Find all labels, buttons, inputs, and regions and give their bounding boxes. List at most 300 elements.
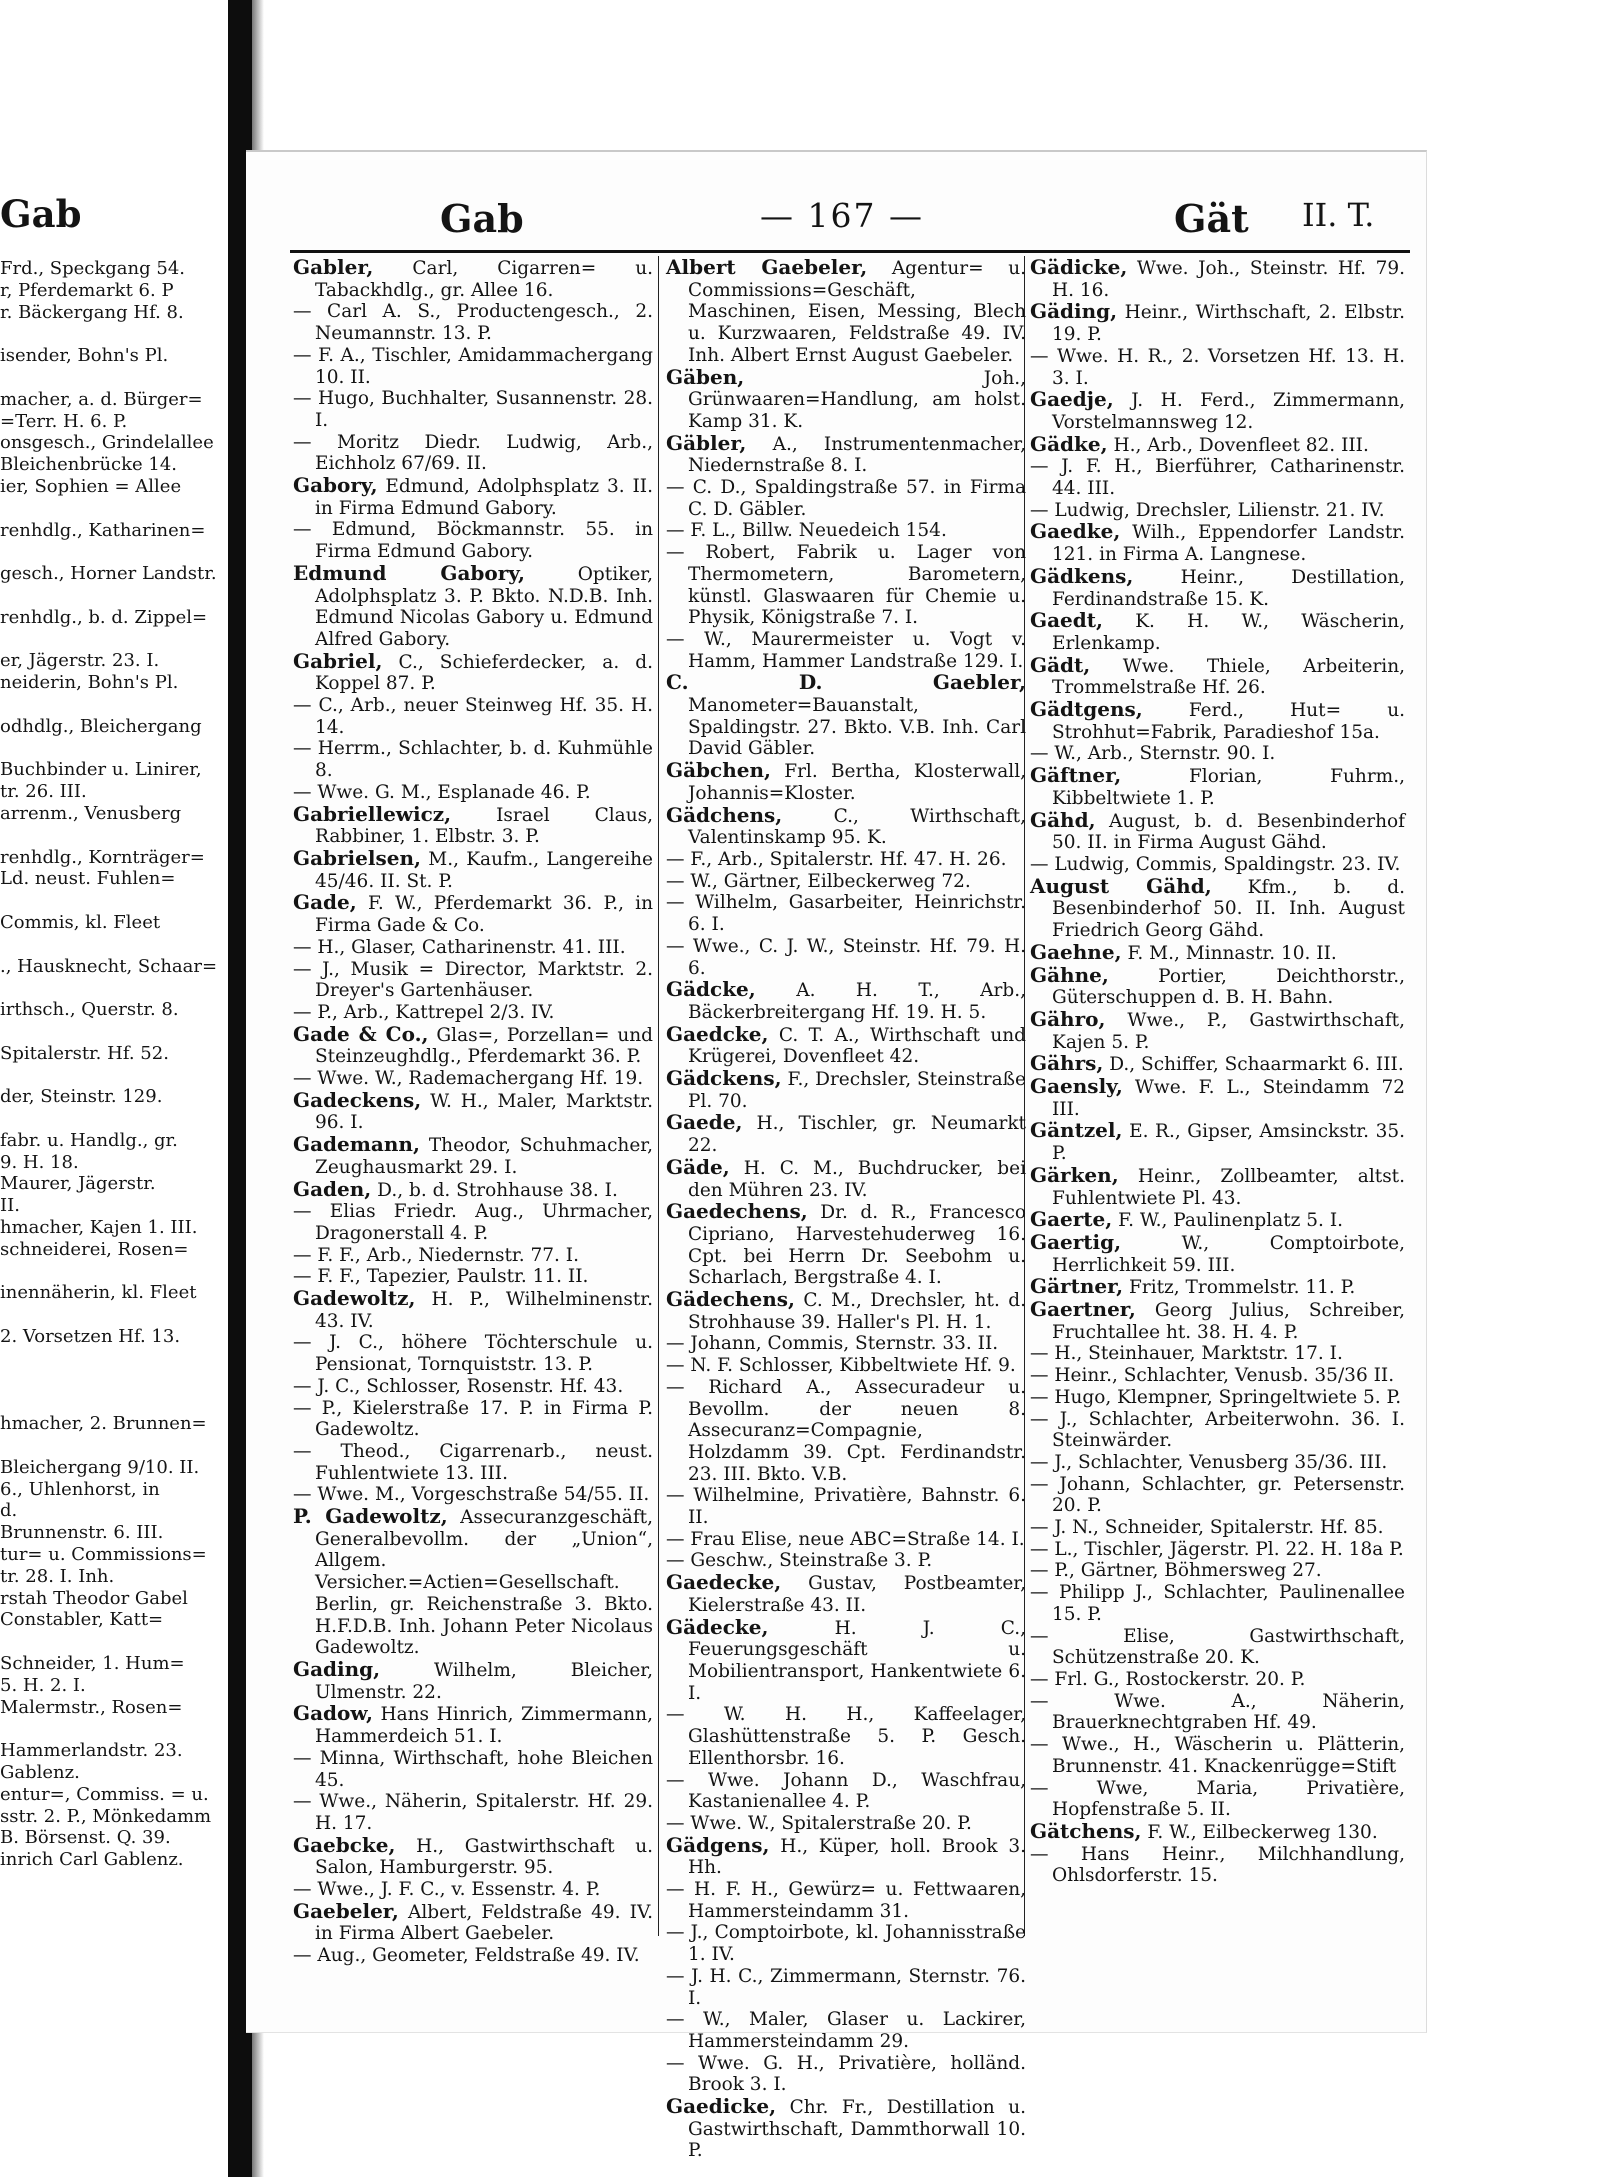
entry-name: Gaedechens, <box>666 1199 808 1224</box>
entry-name: Gärken, <box>1030 1162 1119 1187</box>
entry-text: Frl. Bertha, Klosterwall, Johannis=Kloster. <box>688 761 1027 804</box>
directory-entry <box>293 959 653 1002</box>
left-headword: Gab <box>440 196 524 241</box>
entry-text: F. W., Paulinenplatz 5. I. <box>1118 1210 1344 1232</box>
left-page-line: Commis, kl. Fleet <box>0 911 161 933</box>
left-page-line <box>0 1435 217 1457</box>
directory-entry <box>1030 301 1405 345</box>
directory-entry <box>1030 389 1405 433</box>
entry-text: — Ludwig, Commis, Spaldingstr. 23. IV. <box>1030 853 1401 875</box>
left-page-line: r, Pferdemarkt 6. P <box>0 279 174 301</box>
entry-text: — C., Arb., neuer Steinweg Hf. 35. H. 14. <box>293 695 653 738</box>
directory-entry <box>1030 563 1405 610</box>
left-page-line <box>0 738 217 760</box>
entry-text: — J. H. C., Zimmermann, Sternstr. 76. I. <box>666 1965 1026 2009</box>
entry-text: Wilhelm, Bleicher, Ulmenstr. 22. <box>315 1660 653 1703</box>
entry-text: — Carl A. S., Productengesch., 2. Neumannstr. 13. P. <box>293 301 653 345</box>
entry-text: — Hans Heinr., Milchhandlung, Ohlsdorferstr. 15. <box>1030 1843 1405 1887</box>
directory-entry <box>1030 1006 1405 1053</box>
entry-name: Gädchens, <box>666 802 783 827</box>
left-page-line: ier, Sophien = Allee <box>0 475 182 497</box>
entry-text: — P., Gärtner, Böhmersweg 27. <box>1030 1560 1322 1582</box>
left-page-line <box>0 367 217 389</box>
directory-entry <box>1030 1229 1405 1276</box>
directory-entry <box>293 388 653 431</box>
page-header <box>290 196 1418 252</box>
entry-text: Israel Claus, Rabbiner, 1. Elbstr. 3. P. <box>315 804 653 848</box>
entry-name: Edmund Gabory, <box>293 560 525 585</box>
entry-text: C. M., Drechsler, ht. d. Strohhause 39. Haller's Pl. H. 1. <box>688 1290 1026 1333</box>
entry-name: Gadewoltz, <box>293 1286 416 1311</box>
entry-text: — J., Schlachter, Venusberg 35/36. III. <box>1030 1451 1388 1473</box>
entry-name: Gäben, <box>666 364 745 389</box>
entry-text: — Wilhelmine, Privatière, Bahnstr. 6. II. <box>666 1485 1026 1529</box>
directory-entry <box>1030 1076 1405 1120</box>
entry-text: — Johann, Schlachter, gr. Petersenstr. 20. P. <box>1030 1473 1405 1517</box>
entry-name: P. Gadewoltz, <box>293 1504 448 1529</box>
entry-text: Carl, Cigarren= u. Tabackhdlg., gr. Allee 16. <box>315 258 653 301</box>
entry-name: Gabrielsen, <box>293 845 421 870</box>
left-page-line <box>0 629 217 651</box>
entry-name: Gaehne, <box>1030 939 1122 964</box>
directory-entry <box>293 1506 653 1659</box>
directory-entry <box>1030 1365 1405 1387</box>
entry-name: Gädkens, <box>1030 563 1134 588</box>
directory-entry <box>666 1112 1026 1156</box>
column-3 <box>1030 257 1405 1887</box>
entry-name: Gaedcke, <box>666 1021 769 1046</box>
directory-entry <box>293 1201 653 1244</box>
left-page-line: r. Bäckergang Hf. 8. <box>0 301 184 323</box>
directory-entry <box>666 892 1026 935</box>
entry-name: Gaden, <box>293 1176 372 1201</box>
entry-text: — H., Glaser, Catharinenstr. 41. III. <box>293 936 626 958</box>
entry-text: Ferd., Hut= u. Strohhut=Fabrik, Paradieshof 15a. <box>1052 700 1405 743</box>
entry-text: Glas=, Porzellan= und Steinzeughdlg., Pferdemarkt 36. P. <box>315 1024 654 1068</box>
entry-name: Gähro, <box>1030 1006 1106 1031</box>
header-rule <box>290 250 1410 253</box>
entry-text: — Frl. G., Rostockerstr. 20. P. <box>1030 1669 1306 1690</box>
left-page-line: arrenm., Venusberg <box>0 802 182 824</box>
directory-entry <box>666 1704 1026 1769</box>
entry-name: Gährs, <box>1030 1051 1104 1076</box>
entry-text: J. H. Ferd., Zimmermann, Vorstelmannsweg 12. <box>1052 390 1405 433</box>
directory-entry <box>1030 652 1406 699</box>
left-page-line <box>0 1021 217 1043</box>
directory-entry <box>293 1659 653 1703</box>
left-page-line: odhdlg., Bleichergang <box>0 715 202 737</box>
entry-text: — W., Maurermeister u. Vogt v. Hamm, Hammer Landstraße 129. I. <box>666 628 1026 672</box>
entry-text: — F. F., Arb., Niedernstr. 77. I. <box>293 1244 579 1266</box>
directory-entry <box>1030 1626 1405 1669</box>
entry-name: Albert Gaebeler, <box>666 255 868 279</box>
entry-text: Manometer=Bauanstalt, Spaldingstr. 27. Bkto. V.B. Inh. Carl David Gäbler. <box>688 695 1026 760</box>
entry-text: Heinr., Destillation, Ferdinandstraße 15. K. <box>1052 566 1405 610</box>
entry-text: — W., Maler, Glaser u. Lackirer, Hammersteindamm 29. <box>666 2009 1026 2052</box>
entry-text: — Wwe. W., Rademachergang Hf. 19. <box>293 1068 644 1090</box>
directory-entry <box>1030 1560 1405 1582</box>
entry-text: — N. F. Schlosser, Kibbeltwiete Hf. 9. <box>666 1355 1016 1377</box>
entry-text: Wwe. F. L., Steindamm 72 III. <box>1052 1077 1405 1120</box>
left-page-line <box>0 1108 217 1130</box>
left-page-line: tr. 28. I. Inh. <box>0 1565 115 1587</box>
part-label: II. T. <box>1302 196 1375 234</box>
entry-name: Gäde, <box>666 1154 730 1179</box>
entry-text: Heinr., Wirthschaft, 2. Elbstr. 19. P. <box>1052 302 1405 346</box>
directory-entry <box>293 345 653 388</box>
entry-name: Gabler, <box>293 255 374 279</box>
directory-entry <box>666 1966 1026 2009</box>
entry-name: Gädecke, <box>666 1614 769 1639</box>
directory-entry <box>1030 1474 1405 1517</box>
left-page-line: neiderin, Bohn's Pl. <box>0 672 179 694</box>
entry-name: Gäbler, <box>666 430 747 455</box>
left-page-line: Frd., Speckgang 54. <box>0 258 185 279</box>
directory-entry <box>293 738 653 781</box>
left-page-line <box>0 1261 217 1283</box>
left-page-line: macher, a. d. Bürger= <box>0 388 203 410</box>
directory-entry <box>293 475 653 519</box>
directory-entry <box>293 1398 653 1441</box>
entry-text: — Wwe. W., Spitalerstraße 20. P. <box>666 1812 972 1834</box>
directory-entry <box>666 1154 1026 1201</box>
left-page-line: renhdlg., Katharinen= <box>0 519 206 541</box>
entry-name: Gädtgens, <box>1030 697 1143 722</box>
right-headword: Gät <box>1174 196 1249 241</box>
directory-entry <box>293 1134 653 1178</box>
entry-name: Gaertig, <box>1030 1229 1122 1254</box>
directory-entry <box>293 1484 653 1506</box>
entry-text: Dr. d. R., Francesco Cipriano, Harvestehuderweg 16. Cpt. bei Herrn Dr. Seebohm u. Scharlach, Bergstraße 4. I. <box>688 1202 1026 1289</box>
entry-name: Gädt, <box>1030 652 1091 677</box>
directory-entry <box>293 648 653 695</box>
directory-entry <box>1030 743 1405 765</box>
directory-entry <box>1030 500 1405 522</box>
left-page-line <box>0 1370 217 1392</box>
directory-entry <box>1030 1517 1405 1539</box>
left-page-line: entur=, Commiss. = u. <box>0 1783 209 1805</box>
left-page-line: gesch., Horner Landstr. <box>0 563 217 585</box>
left-page-lines <box>0 258 217 1871</box>
left-page-line: schneiderei, Rosen= <box>0 1238 189 1260</box>
directory-entry <box>293 1245 653 1267</box>
entry-text: — Geschw., Steinstraße 3. P. <box>666 1550 933 1572</box>
directory-entry <box>1030 1276 1405 1299</box>
entry-name: Gaede, <box>666 1110 743 1135</box>
directory-entry <box>1030 699 1405 743</box>
entry-text: — Frau Elise, neue ABC=Straße 14. I. <box>666 1528 1025 1550</box>
directory-entry <box>1030 1452 1405 1474</box>
entry-text: — Wwe. G. M., Esplanade 46. P. <box>293 781 591 803</box>
entry-text: — Johann, Commis, Sternstr. 33. II. <box>666 1333 999 1355</box>
entry-text: H., Küper, holl. Brook 3. Hh. <box>688 1835 1026 1879</box>
entry-text: — Robert, Fabrik u. Lager von Thermometern, Barometern, künstl. Glaswaaren für Chemie u. Physik, Königstraße 7. I. <box>666 542 1026 629</box>
left-page-line: renhdlg., Kornträger= <box>0 846 205 868</box>
entry-text: — Wwe., Näherin, Spitalerstr. Hf. 29. H. 17. <box>293 1791 653 1834</box>
entry-text: K. H. W., Wäscherin, Erlenkamp. <box>1052 611 1405 654</box>
entry-text: — Aug., Geometer, Feldstraße 49. IV. <box>293 1945 640 1967</box>
directory-entry <box>666 1377 1026 1486</box>
entry-text: — Wilhelm, Gasarbeiter, Heinrichstr. 6. I. <box>666 892 1026 936</box>
left-page-line <box>0 1391 217 1413</box>
directory-entry <box>293 801 653 848</box>
entry-text: Agentur= u. Commissions=Geschäft, Maschinen, Eisen, Messing, Blech u. Kurzwaaren, Feldstraße 49. IV. Inh. Albert Ernst August Gaebeler. <box>688 258 1027 366</box>
left-page-line: Spitalerstr. Hf. 52. <box>0 1042 169 1064</box>
entry-text: H., Gastwirthschaft u. Salon, Hamburgerstr. 95. <box>315 1835 653 1879</box>
directory-entry <box>666 1879 1026 1922</box>
entry-text: — C. D., Spaldingstraße 57. in Firma C. D. Gäbler. <box>666 477 1026 520</box>
entry-name: Gärtner, <box>1030 1274 1124 1299</box>
entry-text: Edmund, Adolphsplatz 3. II. in Firma Edmund Gabory. <box>315 476 653 519</box>
entry-text: F. W., Pferdemarkt 36. P., in Firma Gade & Co. <box>315 893 653 937</box>
directory-entry <box>666 849 1026 871</box>
entry-text: — Wwe. A., Näherin, Brauerknechtgraben Hf. 49. <box>1030 1690 1405 1734</box>
left-page-line: =Terr. H. 6. P. <box>0 410 128 432</box>
directory-entry <box>293 1376 653 1398</box>
entry-name: Gading, <box>293 1657 381 1681</box>
directory-entry <box>666 629 1026 672</box>
directory-entry <box>293 1898 653 1945</box>
entry-name: Gäding, <box>1030 299 1118 324</box>
entry-text: — Wwe. G. H., Privatière, holländ. Brook 3. I. <box>666 2052 1026 2096</box>
directory-entry <box>1030 873 1405 942</box>
left-page-line: inrich Carl Gablenz. <box>0 1849 184 1871</box>
entry-text: — Philipp J., Schlachter, Paulinenallee 15. P. <box>1030 1582 1405 1625</box>
directory-entry <box>1030 1734 1405 1777</box>
left-page-line: irthsch., Querstr. 8. <box>0 999 179 1021</box>
entry-text: — H., Steinhauer, Marktstr. 17. I. <box>1030 1343 1343 1365</box>
left-page-line: tr. 26. III. <box>0 781 87 803</box>
entry-name: Gaertner, <box>1030 1297 1136 1322</box>
directory-entry <box>293 519 653 562</box>
directory-entry <box>1030 1053 1405 1076</box>
entry-text: — Herrm., Schlachter, b. d. Kuhmühle 8. <box>293 738 653 782</box>
entry-text: — J., Comptoirbote, kl. Johannisstraße 1. IV. <box>666 1922 1026 1966</box>
entry-text: — L., Tischler, Jägerstr. Pl. 22. H. 18a P. <box>1030 1538 1404 1560</box>
directory-entry <box>1030 1778 1405 1821</box>
entry-text: C., Wirthschaft, Valentinskamp 95. K. <box>688 805 1026 849</box>
directory-entry <box>666 1021 1026 1068</box>
entry-text: M., Kaufm., Langereihe 45/46. II. St. P. <box>315 848 653 892</box>
directory-entry <box>293 1441 653 1484</box>
directory-entry <box>293 560 653 651</box>
entry-name: Gädcke, <box>666 977 756 1002</box>
directory-entry <box>1030 257 1405 301</box>
left-page-line: er, Jägerstr. 23. I. <box>0 650 160 672</box>
directory-entry <box>293 845 653 892</box>
entry-name: Gaerte, <box>1030 1207 1113 1232</box>
directory-entry <box>666 1813 1026 1835</box>
left-page-line: Bleichenbrücke 14. <box>0 454 178 476</box>
entry-text: Heinr., Zollbeamter, altst. Fuhlentwiete Pl. 43. <box>1052 1165 1406 1209</box>
entry-text: Portier, Deichthorstr., Güterschuppen d. B. H. Bahn. <box>1052 965 1405 1009</box>
directory-entry <box>293 1288 653 1332</box>
directory-entry <box>293 1703 653 1747</box>
entry-text: — J., Musik = Director, Marktstr. 2. Dreyer's Gartenhäuser. <box>293 958 653 1002</box>
directory-entry <box>1030 1539 1405 1561</box>
entry-text: — W., Gärtner, Eilbeckerweg 72. <box>666 870 971 892</box>
left-page-line: inennäherin, kl. Fleet <box>0 1282 197 1304</box>
entry-text: — J. N., Schneider, Spitalerstr. Hf. 85. <box>1030 1517 1384 1539</box>
left-page-line: II. <box>0 1195 20 1217</box>
directory-entry <box>1030 1162 1406 1209</box>
left-page-fragment <box>0 162 226 1942</box>
left-page-line: Malermstr., Rosen= <box>0 1696 183 1718</box>
entry-text: F. M., Minnastr. 10. II. <box>1127 942 1337 964</box>
directory-entry <box>1030 1209 1405 1232</box>
entry-name: Gädke, <box>1030 431 1108 456</box>
entry-name: Gaebcke, <box>293 1832 396 1857</box>
directory-entry <box>666 979 1026 1023</box>
entry-text: Wwe. Joh., Steinstr. Hf. 79. H. 16. <box>1052 258 1405 301</box>
left-page-line <box>0 585 217 607</box>
directory-entry <box>293 1879 653 1901</box>
directory-entry <box>293 892 653 936</box>
entry-text: H., Arb., Dovenfleet 82. III. <box>1113 434 1369 456</box>
directory-entry <box>1030 1844 1405 1887</box>
left-page-line: fabr. u. Handlg., gr. <box>0 1129 178 1151</box>
left-page-line: der, Steinstr. 129. <box>0 1086 163 1108</box>
entry-name: Gädechens, <box>666 1287 795 1312</box>
entry-name: Gademann, <box>293 1132 420 1157</box>
entry-text: Assecuranzgeschäft, Generalbevollm. der „Union“, Allgem. Versicher.=Actien=Gesellschaft. Berlin, gr. Reichenstraße 3. Bkto. H.F.D.B. Inh. Johann Peter Nicolaus Gadewoltz. <box>315 1507 653 1659</box>
left-page-line <box>0 541 217 563</box>
directory-entry <box>666 1355 1026 1377</box>
directory-entry <box>666 430 1026 477</box>
entry-name: Gaedt, <box>1030 608 1103 633</box>
entry-text: D., Schiffer, Schaarmarkt 6. III. <box>1109 1054 1404 1076</box>
entry-text: A. H. T., Arb., Bäckerbreitergang Hf. 19. H. 5. <box>688 980 1026 1023</box>
entry-text: D., b. d. Strohhause 38. I. <box>377 1179 618 1201</box>
entry-text: W., Comptoirbote, Herrlichkeit 59. III. <box>1052 1232 1405 1276</box>
entry-text: — F., Arb., Spitalerstr. Hf. 47. H. 26. <box>666 848 1007 870</box>
entry-text: — P., Arb., Kattrepel 2/3. IV. <box>293 1001 555 1023</box>
left-page-headword: Gab <box>0 192 82 236</box>
entry-text: — Wwe., H., Wäscherin u. Plätterin, Brunnenstr. 41. Knackenrügge=Stift <box>1030 1734 1405 1777</box>
left-page-line: onsgesch., Grindelallee <box>0 432 214 454</box>
directory-entry <box>666 477 1026 520</box>
entry-text: Gustav, Postbeamter, Kielerstraße 43. II. <box>688 1573 1026 1616</box>
left-page-line: d. <box>0 1500 18 1522</box>
entry-text: — J., Schlachter, Arbeiterwohn. 36. I. Steinwärder. <box>1030 1408 1405 1452</box>
directory-entry <box>1030 456 1405 499</box>
left-page-line: ., Hausknecht, Schaar= <box>0 955 218 977</box>
entry-text: — Elise, Gastwirthschaft, Schützenstraße 20. K. <box>1030 1625 1405 1669</box>
left-page-line: Maurer, Jägerstr. <box>0 1173 156 1195</box>
entry-text: — J. F. H., Bierführer, Catharinenstr. 44. III. <box>1030 456 1405 500</box>
entry-text: Wilh., Eppendorfer Landstr. 121. in Firma A. Langnese. <box>1052 522 1405 566</box>
entry-text: — W., Arb., Sternstr. 90. I. <box>1030 743 1276 765</box>
entry-name: Gäftner, <box>1030 763 1122 788</box>
directory-entry <box>1030 1691 1405 1734</box>
entry-text: F., Drechsler, Steinstraße Pl. 70. <box>688 1069 1026 1112</box>
directory-entry <box>293 1332 653 1375</box>
directory-entry <box>1030 1120 1405 1164</box>
entry-text: C., Schieferdecker, a. d. Koppel 87. P. <box>315 651 653 695</box>
left-page-line: renhdlg., b. d. Zippel= <box>0 606 208 628</box>
directory-entry <box>293 1832 653 1879</box>
left-page-line: rstah Theodor Gabel <box>0 1587 188 1609</box>
directory-entry <box>1030 765 1405 809</box>
directory-entry <box>1030 431 1405 457</box>
left-page-line: Constabler, Katt= <box>0 1609 164 1631</box>
entry-text: Wwe., P., Gastwirthschaft, Kajen 5. P. <box>1052 1009 1405 1053</box>
directory-entry <box>293 1021 654 1068</box>
left-page-line: Gablenz. <box>0 1761 80 1783</box>
entry-text: — Wwe. H. R., 2. Vorsetzen Hf. 13. H. 3. I. <box>1030 345 1405 389</box>
entry-text: August, b. d. Besenbinderhof 50. II. in Firma August Gähd. <box>1052 810 1405 854</box>
entry-text: H., Tischler, gr. Neumarkt 22. <box>688 1113 1026 1157</box>
entry-text: — Wwe., C. J. W., Steinstr. Hf. 79. H. 6. <box>666 935 1026 979</box>
directory-entry <box>666 1068 1026 1112</box>
entry-text: — Hugo, Klempner, Springeltwiete 5. P. <box>1030 1386 1402 1408</box>
entry-text: — Theod., Cigarrenarb., neust. Fuhlentwiete 13. III. <box>293 1440 653 1484</box>
left-page-line: Brunnenstr. 6. III. <box>0 1522 164 1544</box>
left-page-line <box>0 1064 217 1086</box>
left-page-line <box>0 825 217 847</box>
entry-text: — J. C., höhere Töchterschule u. Pensionat, Tornquiststr. 13. P. <box>293 1332 653 1376</box>
entry-name: Gade, <box>293 890 357 915</box>
entry-name: C. D. Gaebler, <box>666 670 1026 695</box>
directory-entry <box>1030 521 1405 565</box>
entry-text: E. R., Gipser, Amsinckstr. 35. P. <box>1052 1121 1405 1165</box>
entry-name: Gäntzel, <box>1030 1118 1123 1143</box>
directory-entry <box>666 1572 1026 1616</box>
left-page-line: hmacher, 2. Brunnen= <box>0 1413 207 1435</box>
directory-entry <box>293 937 653 959</box>
entry-text: — Wwe., J. F. C., v. Essenstr. 4. P. <box>293 1879 601 1901</box>
directory-entry <box>1030 1387 1405 1409</box>
entry-name: Gadow, <box>293 1701 373 1726</box>
directory-entry <box>666 364 1026 433</box>
entry-name: Gaebeler, <box>293 1898 399 1923</box>
entry-text: — Elias Friedr. Aug., Uhrmacher, Dragonerstall 4. P. <box>293 1201 653 1244</box>
directory-entry <box>1030 807 1405 854</box>
entry-name: Gade & Co., <box>293 1021 429 1046</box>
entry-text: — Hugo, Buchhalter, Susannenstr. 28. I. <box>293 388 653 431</box>
entry-text: Optiker, Adolphsplatz 3. P. Bkto. N.D.B. Inh. Edmund Nicolas Gabory u. Edmund Alfred Gabory. <box>315 563 653 650</box>
directory-entry <box>666 1550 1026 1572</box>
entry-text: Fritz, Trommelstr. 11. P. <box>1129 1277 1356 1299</box>
directory-entry <box>293 301 653 344</box>
column-1 <box>293 257 653 1967</box>
directory-entry <box>666 2009 1026 2052</box>
directory-entry <box>293 1002 653 1024</box>
left-page-line: Ld. neust. Fuhlen= <box>0 868 176 890</box>
directory-entry <box>666 1922 1026 1965</box>
entry-name: Gabriellewicz, <box>293 801 452 826</box>
column-2 <box>666 257 1026 2162</box>
left-page-line: 2. Vorsetzen Hf. 13. <box>0 1326 181 1348</box>
directory-entry <box>666 257 1026 367</box>
entry-text: Joh., Grünwaaren=Handlung, am holst. Kamp 31. K. <box>688 367 1026 432</box>
left-page-line <box>0 1348 217 1370</box>
directory-entry <box>293 782 653 804</box>
directory-entry <box>293 1791 653 1834</box>
entry-name: Gaedke, <box>1030 519 1121 544</box>
entry-text: — Edmund, Böckmannstr. 55. in Firma Edmund Gabory. <box>293 519 653 563</box>
directory-entry <box>666 802 1026 849</box>
directory-entry <box>666 1201 1026 1289</box>
entry-text: — Moritz Diedr. Ludwig, Arb., Eichholz 67/69. II. <box>293 431 653 475</box>
entry-text: — Richard A., Assecuradeur u. Bevollm. der neuen 8. Assecuranz=Compagnie, Holzdamm 39. Cpt. Ferdinandstr. 23. III. Bkto. V.B. <box>666 1376 1026 1485</box>
entry-name: Gadeckens, <box>293 1087 422 1112</box>
directory-entry <box>1030 1582 1405 1625</box>
directory-entry <box>1030 939 1405 965</box>
entry-name: Gaedje, <box>1030 387 1114 412</box>
entry-text: — F. A., Tischler, Amidammachergang 10. II. <box>293 344 653 388</box>
entry-text: H. C. M., Buchdrucker, bei den Mühren 23. IV. <box>688 1157 1026 1201</box>
